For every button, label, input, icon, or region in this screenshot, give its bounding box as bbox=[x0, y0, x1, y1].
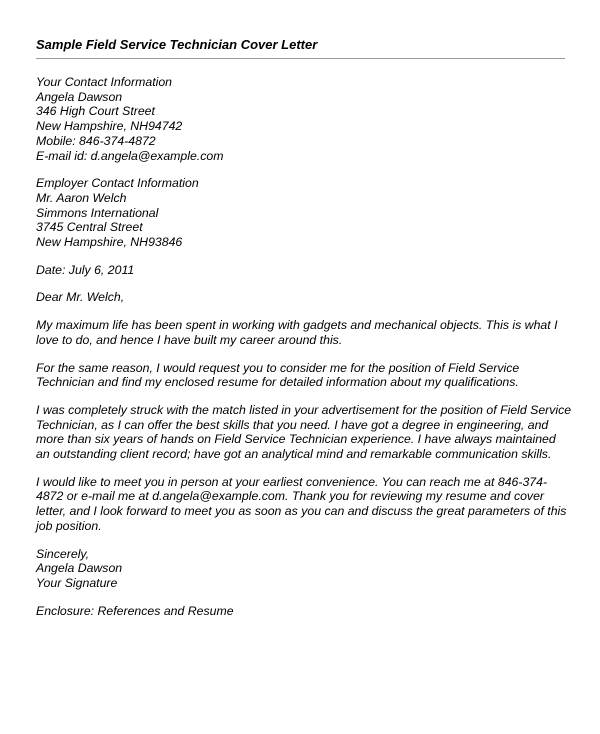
employer-city: New Hampshire, NH93846 bbox=[36, 235, 183, 250]
paragraph-line: more than six years of hands on Field Service Technician experience. I have always maintained bbox=[36, 432, 556, 447]
employer-street: 3745 Central Street bbox=[36, 220, 143, 235]
paragraph-line: 4872 or e-mail me at d.angela@example.com. Thank you for reviewing my resume and cover bbox=[36, 489, 545, 504]
paragraph-4 bbox=[36, 475, 566, 534]
enclosure-text: Enclosure: References and Resume bbox=[36, 603, 234, 618]
paragraph-line: love to do, and hence I have built my career around this. bbox=[36, 332, 343, 347]
paragraph-line: I was completely struck with the match listed in your advertisement for the position of Field Service bbox=[36, 402, 572, 417]
salutation bbox=[36, 290, 566, 305]
paragraph-line: letter, and I look forward to meet you as soon as you can and discuss the great parameters of this bbox=[36, 504, 567, 519]
sender-name: Angela Dawson bbox=[36, 89, 123, 104]
paragraph-line: My maximum life has been spent in working with gadgets and mechanical objects. This is what I bbox=[36, 318, 558, 333]
salutation-text: Dear Mr. Welch, bbox=[36, 290, 125, 305]
sender-heading: Your Contact Information bbox=[36, 75, 173, 89]
employer-heading: Employer Contact Information bbox=[36, 176, 199, 191]
paragraph-line: Technician and find my enclosed resume for detailed information about my qualifications. bbox=[36, 375, 519, 390]
page-title: Sample Field Service Technician Cover Letter bbox=[36, 37, 318, 52]
closing-name: Angela Dawson bbox=[36, 561, 123, 576]
paragraph-1 bbox=[36, 318, 566, 347]
title-divider bbox=[36, 58, 565, 59]
enclosure bbox=[36, 604, 566, 619]
paragraph-line: I would like to meet you in person at your earliest convenience. You can reach me at 846-374- bbox=[36, 474, 548, 489]
paragraph-line: job position. bbox=[36, 518, 102, 533]
employer-name: Mr. Aaron Welch bbox=[36, 190, 127, 205]
closing-block bbox=[36, 547, 566, 591]
paragraph-3 bbox=[36, 402, 572, 462]
sender-mobile: Mobile: 846-374-4872 bbox=[36, 133, 156, 148]
date-text: Date: July 6, 2011 bbox=[36, 262, 135, 277]
employer-contact-block bbox=[36, 176, 566, 250]
sender-city: New Hampshire, NH94742 bbox=[36, 119, 183, 134]
paragraph-2 bbox=[36, 361, 566, 390]
closing-signature: Your Signature bbox=[36, 575, 118, 590]
letter-date bbox=[36, 263, 566, 278]
paragraph-line: Technician, as I can offer the best skills that you need. I have got a degree in engineering, and bbox=[36, 417, 549, 432]
letter-body bbox=[36, 75, 572, 631]
closing-valediction: Sincerely, bbox=[36, 546, 90, 561]
sender-contact-block bbox=[36, 75, 566, 163]
employer-company: Simmons International bbox=[36, 205, 159, 220]
paragraph-line: an outstanding client record; have got an analytical mind and remarkable communication skills. bbox=[36, 447, 552, 462]
paragraph-line: For the same reason, I would request you to consider me for the position of Field Service bbox=[36, 360, 520, 375]
sender-email: E-mail id: d.angela@example.com bbox=[36, 148, 224, 163]
sender-street: 346 High Court Street bbox=[36, 104, 155, 119]
